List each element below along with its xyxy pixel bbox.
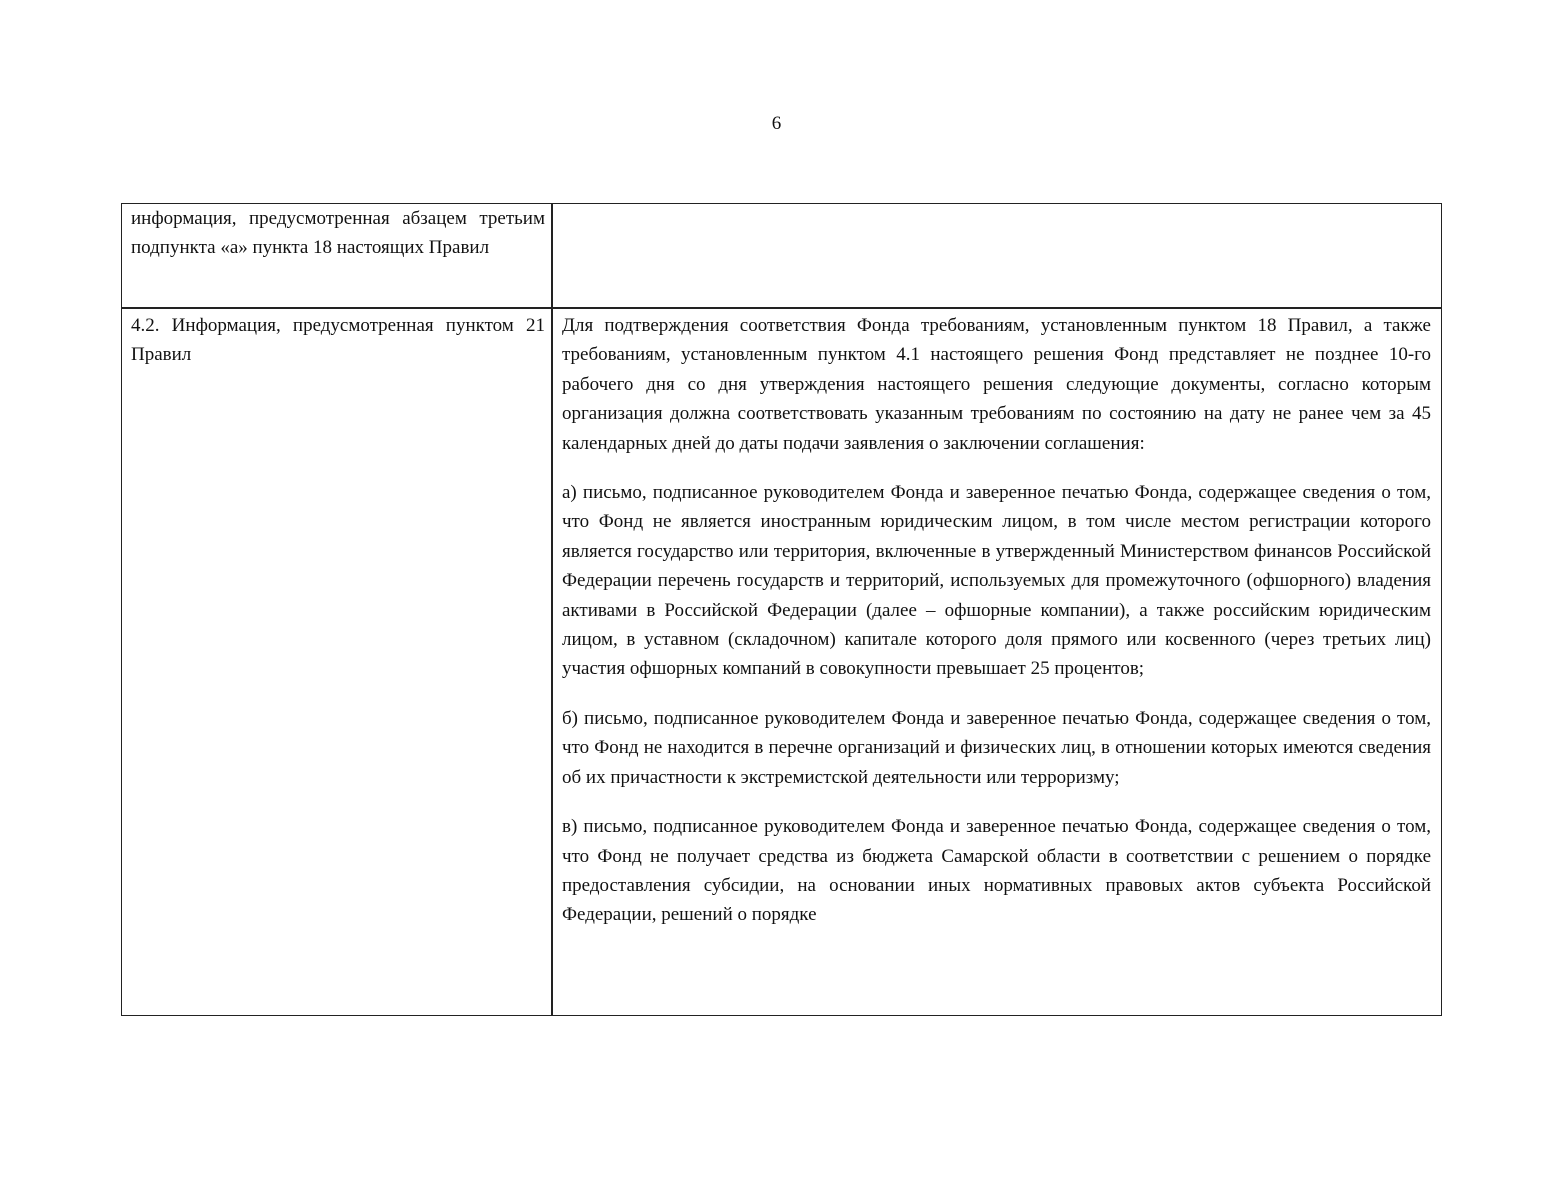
row-divider [122, 307, 1441, 309]
item-b-paragraph: б) письмо, подписанное руководителем Фонда и заверенное печатью Фонда, содержащее сведения о том, что Фонд не находится в перечне организаций и физических лиц, в отношении которых имеются сведения об их причастности к экстремистской деятельности или терроризму; [562, 707, 1431, 788]
document-table [121, 203, 1442, 1016]
row-2-right-cell [562, 311, 1431, 930]
page-number: 6 [771, 113, 782, 134]
item-a-paragraph: а) письмо, подписанное руководителем Фонда и заверенное печатью Фонда, содержащее сведения о том, что Фонд не является иностранным юридическим лицом, в том числе местом регистрации которого является государство или территория, включенные в утвержденный Министерством финансов Российской Федерации перечень государств и территорий, используемых для промежуточного (офшорного) владения активами в Российской Федерации (далее – офшорные компании), а также российским юридическим лицом, в уставном (складочном) капитале которого доля прямого или косвенного (через третьих лиц) участия офшорных компаний в совокупности превышает 25 процентов; [562, 482, 1431, 680]
item-v-paragraph: в) письмо, подписанное руководителем Фонда и заверенное печатью Фонда, содержащее сведения о том, что Фонд не получает средства из бюджета Самарской области в соответствии с решением о порядке предоставления субсидии, на основании иных нормативных правовых актов субъекта Российской Федерации, решений о порядке [562, 816, 1431, 926]
row-1-left-cell [131, 204, 545, 263]
column-divider [551, 204, 553, 1015]
row-2-left-cell [131, 311, 545, 370]
row-1-left-text: информация, предусмотренная абзацем третьим подпункта «а» пункта 18 настоящих Правил [131, 208, 545, 259]
row-2-left-text: 4.2. Информация, предусмотренная пунктом 21 Правил [131, 315, 545, 366]
intro-paragraph: Для подтверждения соответствия Фонда требованиям, установленным пунктом 18 Правил, а также требованиям, установленным пунктом 4.1 настоящего решения Фонд представляет не позднее 10-го рабочего дня со дня утверждения настоящего решения следующие документы, согласно которым организация должна соответствовать указанным требованиям по состоянию на дату не ранее чем за 45 календарных дней до даты подачи заявления о заключении соглашения: [562, 315, 1431, 454]
